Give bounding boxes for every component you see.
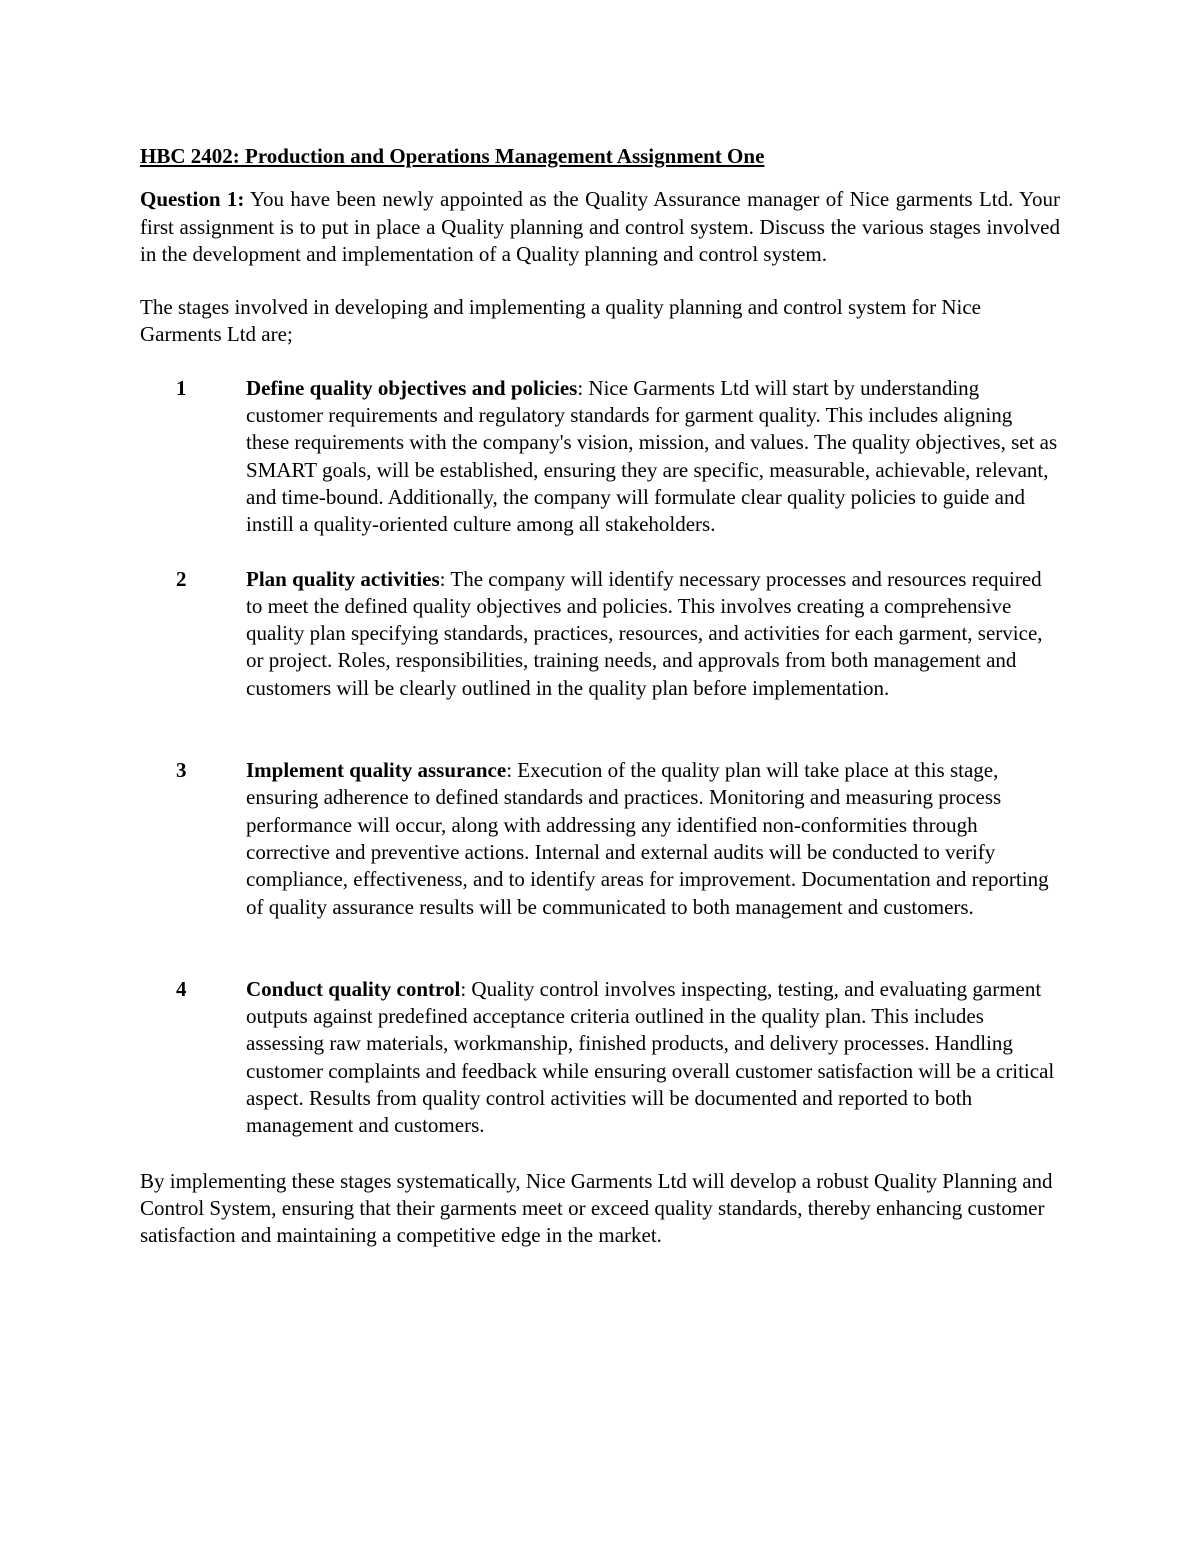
stage-number: 2	[176, 566, 187, 591]
stage-text: : Nice Garments Ltd will start by understanding customer requirements and regulatory standards for garment quality. This includes aligning these requirements with the company's vision, mission, and values. The quality objectives, set as SMART goals, will be established, ensuring they are specific, measurable, achievable, relevant, and time-bound. Additionally, the company will formulate clear quality policies to guide and instill a quality-oriented culture among all stakeholders.	[246, 375, 1058, 537]
stage-body	[246, 757, 1060, 921]
stage-item-1	[140, 375, 1060, 539]
stage-body	[246, 566, 1060, 702]
stages-list	[140, 375, 1060, 1140]
question-label: Question 1:	[140, 187, 245, 212]
conclusion-paragraph: By implementing these stages systematically, Nice Garments Ltd will develop a robust Quality Planning and Control System, ensuring that their garments meet or exceed quality standards, thereby enhancing customer satisfaction and maintaining a competitive edge in the market.	[140, 1168, 1053, 1248]
intro-paragraph: The stages involved in developing and implementing a quality planning and control system for Nice Garments Ltd are;	[140, 295, 981, 347]
stage-number: 1	[176, 375, 187, 400]
document-page	[140, 143, 1060, 1250]
stage-item-4	[140, 976, 1060, 1140]
stage-number: 3	[176, 758, 187, 783]
stage-body	[246, 375, 1060, 539]
spacer	[140, 539, 1060, 566]
spacer	[140, 702, 1060, 757]
question-paragraph	[140, 186, 1060, 268]
stage-heading: Define quality objectives and policies	[246, 375, 578, 400]
stage-item-2	[140, 566, 1060, 702]
stage-heading: Implement quality assurance	[246, 758, 507, 783]
stage-heading: Plan quality activities	[246, 566, 440, 591]
document-title: HBC 2402: Production and Operations Management Assignment One	[140, 144, 765, 168]
stage-body	[246, 976, 1060, 1140]
stage-text: : Quality control involves inspecting, testing, and evaluating garment outputs against predefined acceptance criteria outlined in the quality plan. This includes assessing raw materials, workmanship, finished products, and delivery processes. Handling customer complaints and feedback while ensuring overall customer satisfaction will be a critical aspect. Results from quality control activities will be documented and reported to both management and customers.	[246, 976, 1055, 1138]
stage-item-3	[140, 757, 1060, 921]
stage-heading: Conduct quality control	[246, 976, 461, 1001]
stage-text: : Execution of the quality plan will take place at this stage, ensuring adherence to defined standards and practices. Monitoring and measuring process performance will occur, along with addressing any identified non-conformities through corrective and preventive actions. Internal and external audits will be conducted to verify compliance, effectiveness, and to identify areas for improvement. Documentation and reporting of quality assurance results will be communicated to both management and customers.	[246, 758, 1049, 919]
stage-number: 4	[176, 976, 187, 1001]
stage-text: : The company will identify necessary processes and resources required to meet the defined quality objectives and policies. This involves creating a comprehensive quality plan specifying standards, practices, resources, and activities for each garment, service, or project. Roles, responsibilities, training needs, and approvals from both management and customers will be clearly outlined in the quality plan before implementation.	[246, 566, 1043, 700]
question-text: You have been newly appointed as the Quality Assurance manager of Nice garments Ltd. Your first assignment is to put in place a Quality planning and control system. Discuss the various stages involved in the development and implementation of a Quality planning and control system.	[140, 187, 1060, 266]
spacer	[140, 921, 1060, 976]
